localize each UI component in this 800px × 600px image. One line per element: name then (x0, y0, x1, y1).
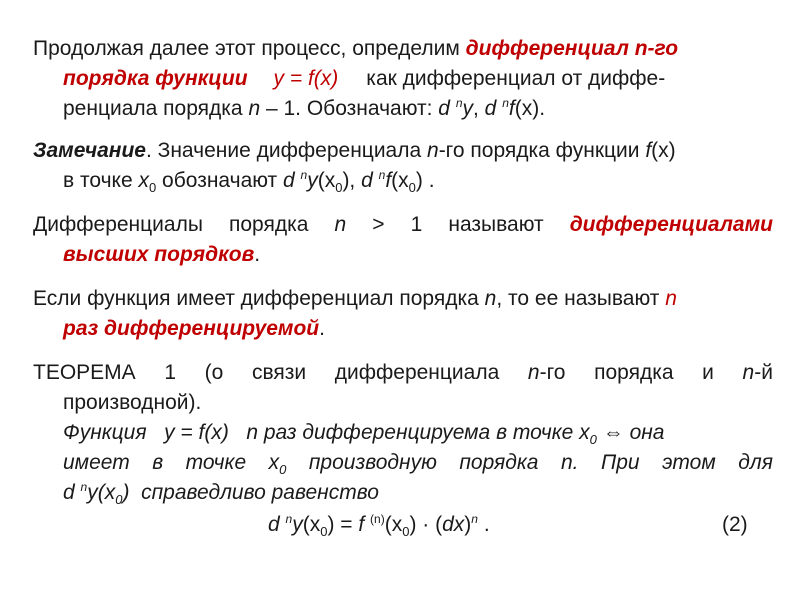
equivalence-arrow-icon: ⇔ (596, 421, 630, 444)
paragraph-higher-orders (33, 210, 773, 270)
paragraph-n-times-differentiable (33, 284, 773, 344)
p3-line1: Дифференциалы порядка n > 1 называют дифференциалами (33, 210, 773, 240)
formula-row (0, 510, 800, 540)
paragraph-definition (33, 34, 773, 124)
theorem-label: ТЕОРЕМА (33, 361, 136, 384)
paragraph-theorem (33, 358, 773, 508)
p1-line2 (33, 64, 773, 94)
p2-line1: Замечание. Значение дифференциала n-го порядка функции f(x) (33, 139, 676, 162)
p1-term-red: дифференциал n-го (465, 37, 679, 60)
p5-line2: производной). (63, 391, 202, 414)
p1-text: Продолжая далее этот процесс, определим (33, 37, 466, 60)
p3-term-red-2: высших порядков (63, 243, 255, 266)
p1-function-red: y = f(x) (273, 67, 339, 90)
p4-line1: Если функция имеет дифференциал порядка n, то ее называют n (33, 287, 677, 310)
remark-label: Замечание (33, 139, 146, 162)
p5-line4: имеет в точке $x_0$ производную порядка n. При этом для (63, 451, 773, 477)
p5-line3: Функция y = f(x) n раз дифференцируема в точке $x_0$ ⇔ она (63, 421, 665, 447)
p5-line5: d $^ny(x_0)$ справедливо равенство (63, 480, 379, 507)
p2-line2: в точке $x_0$ обозначают d $^ny(x_0)$, d $^nf(x_0)$ . (63, 168, 435, 195)
equation-number: (2) (722, 513, 748, 536)
p3-term-red: дифференциалами (569, 213, 773, 236)
p1-line3: ренциала порядка n – 1. Обозначают: d $^n$y, d $^n$f(x). (63, 96, 546, 120)
p4-line2: раз дифференцируемой. (63, 317, 325, 340)
p4-term-red: раз дифференцируемой (63, 317, 320, 340)
p1-term-red-2: порядка функции (63, 67, 248, 90)
p1-text-2: как дифференциал от диффе- (366, 67, 666, 90)
formula-2: d $^ny(x_0) = f$ $^{(n)}(x_0) \cdot (dx)^n$ . (268, 512, 490, 539)
p1-line1 (33, 34, 773, 64)
p5-line1: ТЕОРЕМА 1 (о связи дифференциала n-го порядка и n-й (33, 358, 773, 388)
paragraph-remark (33, 136, 773, 196)
p3-line2: высших порядков. (63, 243, 261, 266)
